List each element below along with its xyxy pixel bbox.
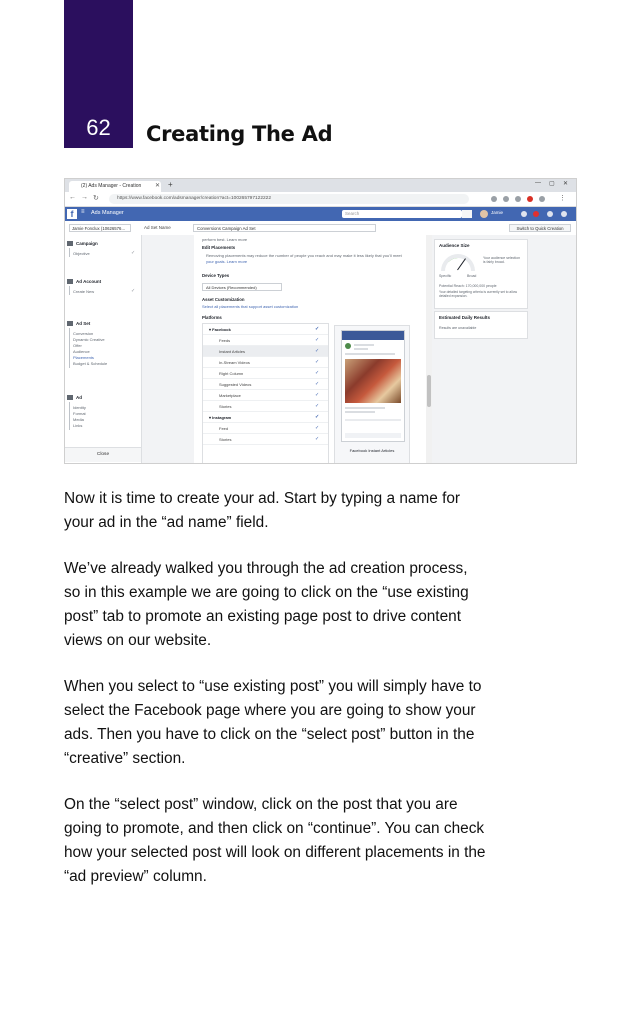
sidebar-ad-item: Identity	[73, 405, 86, 410]
back-icon: ←	[69, 194, 76, 201]
browser-tab-title: (2) Ads Manager - Creation	[81, 183, 142, 189]
maximize-icon: ▢	[549, 181, 555, 187]
sidebar-gutter	[142, 235, 194, 463]
potential-reach: Potential Reach: 170,000,000 people	[439, 284, 497, 288]
page-avatar	[345, 343, 351, 349]
menu-icon: ≡	[81, 209, 85, 215]
placement-row: Suggested Videos ✓	[203, 379, 328, 390]
asset-customization-link: Select all placements that support asset customization	[202, 304, 299, 309]
sidebar-campaign: Campaign	[67, 241, 98, 246]
sidebar-ad-item: Format	[73, 411, 86, 416]
facebook-logo-icon: f	[67, 209, 77, 219]
placement-row: Stories ✓	[203, 434, 328, 445]
check-icon: ✓	[315, 392, 320, 398]
sidebar-adset-item: Offer	[73, 343, 82, 348]
check-icon: ✓	[315, 436, 320, 442]
learn-more-line: perform best. Learn more	[202, 237, 248, 242]
sidebar-ad: Ad	[67, 395, 82, 400]
quick-creation-button: Switch to Quick Creation	[509, 224, 571, 232]
page-number: 62	[86, 115, 111, 140]
platforms-label: Platforms	[202, 315, 222, 320]
placement-row: Feeds ✓	[203, 335, 328, 346]
preview-caption: Facebook Instant Articles	[349, 448, 395, 453]
asset-customization-label: Asset Customization	[202, 297, 245, 302]
audience-note: Your audience selection is fairly broad.	[483, 256, 521, 264]
placement-row: ▾ Instagram ✓	[203, 412, 328, 423]
phone-mockup	[341, 330, 405, 442]
creation-sidebar	[65, 235, 142, 463]
results-note: Results are unavailable	[439, 326, 477, 330]
daily-results-title: Estimated Daily Results	[439, 315, 491, 320]
search-input: Search	[342, 210, 462, 218]
check-icon: ✓	[315, 425, 320, 431]
placements-panel	[194, 235, 426, 463]
check-icon: ✓	[315, 348, 320, 354]
friends-icon	[521, 211, 527, 217]
address-bar	[65, 192, 576, 207]
notifications-icon	[533, 211, 539, 217]
daily-results-card	[434, 311, 528, 339]
sidebar-adset-item: Budget & Schedule	[73, 361, 108, 366]
help-icon	[547, 211, 553, 217]
placements-list	[202, 323, 329, 464]
avatar	[480, 210, 488, 218]
sidebar-ad-item: Links	[73, 423, 83, 428]
placement-row: Right Column ✓	[203, 368, 328, 379]
sidebar-ad-set: Ad Set	[67, 321, 90, 326]
ads-manager-screenshot	[64, 178, 577, 464]
tab-close-icon: ✕	[155, 183, 161, 189]
edit-placements-desc: Removing placements may reduce the number of people you reach and may make it less likely that you'll meet	[206, 253, 402, 258]
extension-red-icon	[527, 196, 533, 202]
search-icon	[462, 210, 472, 218]
check-icon: ✓	[315, 326, 320, 332]
check-icon: ✓	[315, 381, 320, 387]
star-icon	[503, 196, 509, 202]
sidebar-adset-item-active: Placements	[73, 355, 94, 360]
ad-preview	[334, 325, 410, 464]
browser-tab	[69, 181, 161, 192]
placement-row: In-Stream Videos ✓	[203, 357, 328, 368]
forward-icon: →	[81, 194, 88, 201]
audience-size-card	[434, 239, 528, 309]
placement-row: ▾ Facebook ✓	[203, 324, 328, 335]
app-name: Ads Manager	[91, 210, 124, 216]
audience-size-title: Audience Size	[439, 243, 470, 248]
placement-row-highlighted: Instant Articles ✓	[203, 346, 328, 357]
campaign-subbar	[65, 221, 576, 236]
sidebar-ad-item: Media	[73, 417, 84, 422]
sidebar-objective: Objective	[73, 251, 90, 256]
extension-icon	[515, 196, 521, 202]
paragraph-3: When you select to “use existing post” you will simply have to select the Facebook page where you are going to show your ads. Then you have to click on the “select post” button in the “creative” section.	[64, 678, 482, 767]
placement-row: Stories ✓	[203, 401, 328, 412]
check-icon: ✓	[131, 288, 136, 294]
sidebar-create-new: Create New	[73, 289, 95, 294]
check-icon: ✓	[131, 250, 136, 256]
edit-placements-option: Edit Placements	[202, 245, 236, 250]
post-image	[345, 359, 401, 403]
placement-row: Marketplace ✓	[203, 390, 328, 401]
check-icon: ✓	[315, 359, 320, 365]
ad-set-name-label: Ad Set Name	[144, 225, 171, 230]
reload-icon: ↻	[93, 195, 99, 202]
settings-icon	[561, 211, 567, 217]
check-icon: ✓	[315, 414, 320, 420]
placement-row: Feed ✓	[203, 423, 328, 434]
device-types-label: Device Types	[202, 273, 230, 278]
paragraph-4: On the “select post” window, click on the post that you are going to promote, and then click on “continue”. You can check how your selected post will look on different placements in the “ad preview” column.	[64, 796, 486, 885]
device-types-dropdown: All Devices (Recommended)	[202, 283, 282, 291]
ad-set-name-field: Conversions Campaign Ad Set	[193, 224, 376, 232]
zoom-icon	[491, 196, 497, 202]
account-selector: Jamie Fonclux (10626576...	[69, 224, 131, 232]
page-title: Creating The Ad	[146, 122, 333, 146]
browser-tab-bar	[65, 179, 576, 192]
facebook-header	[65, 207, 576, 221]
sidebar-ad-account: Ad Account	[67, 279, 101, 284]
edit-placements-desc-2: your goals. Learn more	[206, 259, 248, 264]
check-icon: ✓	[315, 337, 320, 343]
new-tab-icon: +	[168, 180, 173, 189]
user-name: Jamie	[491, 210, 504, 215]
check-icon: ✓	[315, 403, 320, 409]
url-field: https://www.facebook.com/adsmanager/creation?act=100265797122222	[109, 194, 469, 204]
sidebar-adset-item: Dynamic Creative	[73, 337, 105, 342]
check-icon: ✓	[315, 370, 320, 376]
audience-column	[432, 235, 576, 463]
sidebar-adset-item: Audience	[73, 349, 90, 354]
close-button: Close	[65, 447, 141, 462]
sidebar-adset-item: Conversion	[73, 331, 94, 336]
gauge-broad: Broad	[467, 274, 477, 278]
paragraph-2: We’ve already walked you through the ad creation process, so in this example we are going to click on the “use existing post” tab to promote an existing page post to drive content views on our website.	[64, 560, 469, 649]
extension-icon-2	[539, 196, 545, 202]
paragraph-1: Now it is time to create your ad. Start by typing a name for your ad in the “ad name” field.	[64, 490, 461, 531]
gauge-specific: Specific	[439, 274, 452, 278]
window-close-icon: ✕	[563, 181, 569, 187]
browser-menu-icon: ⋮	[559, 195, 566, 202]
reach-note: Your detailed targeting criteria is currently set to allow detailed expansion.	[439, 290, 517, 298]
minimize-icon: —	[535, 180, 541, 186]
